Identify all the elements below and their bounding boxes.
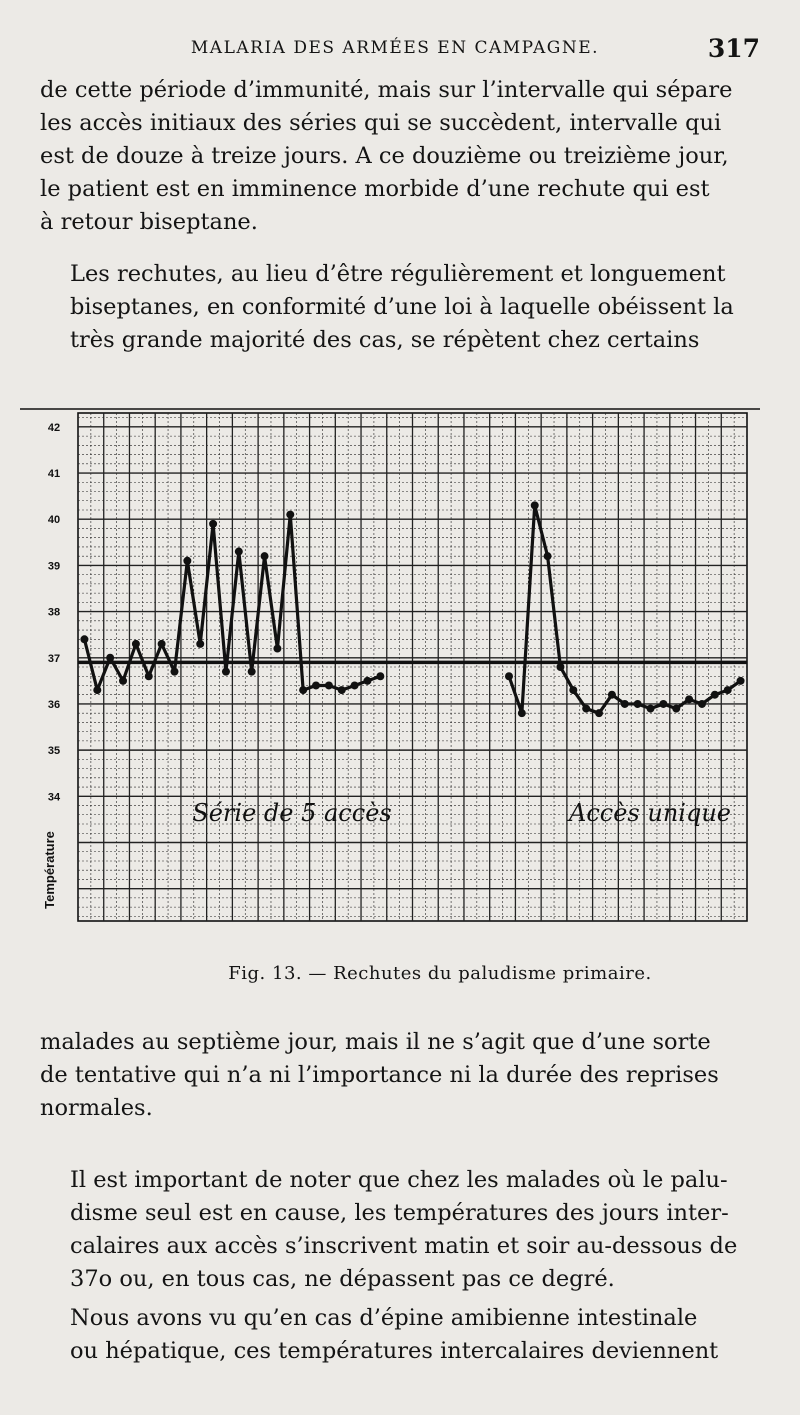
text-line: de cette période d’immunité, mais sur l’intervalle qui sépare — [40, 77, 733, 103]
series-line — [509, 505, 741, 713]
data-point — [286, 511, 294, 519]
paragraph-1 — [40, 74, 760, 239]
data-point — [659, 700, 667, 708]
y-tick-label: 37 — [47, 652, 61, 665]
chart-grid — [20, 409, 760, 921]
data-point — [119, 677, 127, 685]
data-point — [634, 700, 642, 708]
data-point — [737, 677, 745, 685]
y-tick-label: 40 — [47, 514, 61, 527]
y-axis-label: Température — [42, 831, 57, 909]
text-line: malades au septième jour, mais il ne s’agit que d’une sorte — [40, 1029, 711, 1055]
data-point — [222, 668, 230, 676]
data-point — [158, 640, 166, 648]
data-point — [145, 672, 153, 680]
text-line: très grande majorité des cas, se répètent chez certains — [70, 327, 700, 353]
data-point — [209, 520, 217, 528]
y-tick-label: 36 — [47, 698, 61, 711]
temperature-chart — [20, 405, 760, 927]
paragraph-2 — [40, 258, 760, 357]
data-point — [376, 672, 384, 680]
data-point — [621, 700, 629, 708]
data-point — [196, 640, 204, 648]
text-line: à retour biseptane. — [40, 209, 258, 235]
data-point — [582, 705, 590, 713]
data-point — [544, 552, 552, 560]
text-line: Il est important de noter que chez les malades où le palu- — [70, 1167, 728, 1193]
data-point — [608, 691, 616, 699]
y-tick-label: 41 — [47, 468, 61, 481]
data-point — [647, 705, 655, 713]
data-point — [248, 668, 256, 676]
running-head: MALARIA DES ARMÉES EN CAMPAGNE. — [190, 38, 600, 58]
text-line: biseptanes, en conformité d’une loi à laquelle obéissent la — [70, 294, 734, 320]
data-point — [518, 709, 526, 717]
data-point — [106, 654, 114, 662]
data-point — [235, 548, 243, 556]
data-point — [183, 557, 191, 565]
text-line: disme seul est en cause, les températures des jours inter- — [70, 1200, 729, 1226]
y-tick-label: 34 — [47, 791, 61, 804]
page-number: 317 — [707, 34, 760, 63]
data-point — [711, 691, 719, 699]
y-tick-label: 39 — [47, 560, 61, 573]
data-point — [531, 501, 539, 509]
data-point — [351, 681, 359, 689]
data-point — [273, 645, 281, 653]
y-axis-ticks — [48, 422, 61, 803]
data-point — [569, 686, 577, 694]
data-point — [363, 677, 371, 685]
text-line: 37o ou, en tous cas, ne dépassent pas ce degré. — [70, 1266, 615, 1292]
paragraph-5 — [40, 1302, 760, 1368]
text-line: de tentative qui n’a ni l’importance ni la durée des reprises — [40, 1062, 719, 1088]
paragraph-3 — [40, 1026, 760, 1125]
y-tick-label: 35 — [47, 745, 61, 758]
data-point — [132, 640, 140, 648]
text-line: Nous avons vu qu’en cas d’épine amibienne intestinale — [70, 1305, 698, 1331]
data-point — [80, 635, 88, 643]
data-point — [299, 686, 307, 694]
data-point — [505, 672, 513, 680]
text-line: le patient est en imminence morbide d’une rechute qui est — [40, 176, 710, 202]
data-point — [312, 681, 320, 689]
data-point — [672, 705, 680, 713]
data-point — [685, 695, 693, 703]
data-point — [698, 700, 706, 708]
data-point — [595, 709, 603, 717]
data-point — [261, 552, 269, 560]
figure-caption: Fig. 13. — Rechutes du paludisme primaire. — [228, 963, 652, 984]
text-line: normales. — [40, 1095, 153, 1121]
data-point — [724, 686, 732, 694]
data-point — [170, 668, 178, 676]
text-line: les accès initiaux des séries qui se succèdent, intervalle qui — [40, 110, 722, 136]
paragraph-4 — [40, 1164, 760, 1296]
text-line: calaires aux accès s’inscrivent matin et soir au-dessous de — [70, 1233, 738, 1259]
y-tick-label: 42 — [47, 421, 61, 434]
data-point — [556, 663, 564, 671]
data-point — [93, 686, 101, 694]
annotation-single-attack: Accès unique — [569, 799, 731, 827]
text-line: Les rechutes, au lieu d’être régulièrement et longuement — [70, 261, 726, 287]
data-point — [325, 681, 333, 689]
y-tick-label: 38 — [47, 606, 61, 619]
annotation-series-of-5-attacks: Série de 5 accès — [192, 799, 392, 827]
text-line: est de douze à treize jours. A ce douzième ou treizième jour, — [40, 143, 729, 169]
data-point — [338, 686, 346, 694]
text-line: ou hépatique, ces températures intercalaires deviennent — [70, 1338, 719, 1364]
